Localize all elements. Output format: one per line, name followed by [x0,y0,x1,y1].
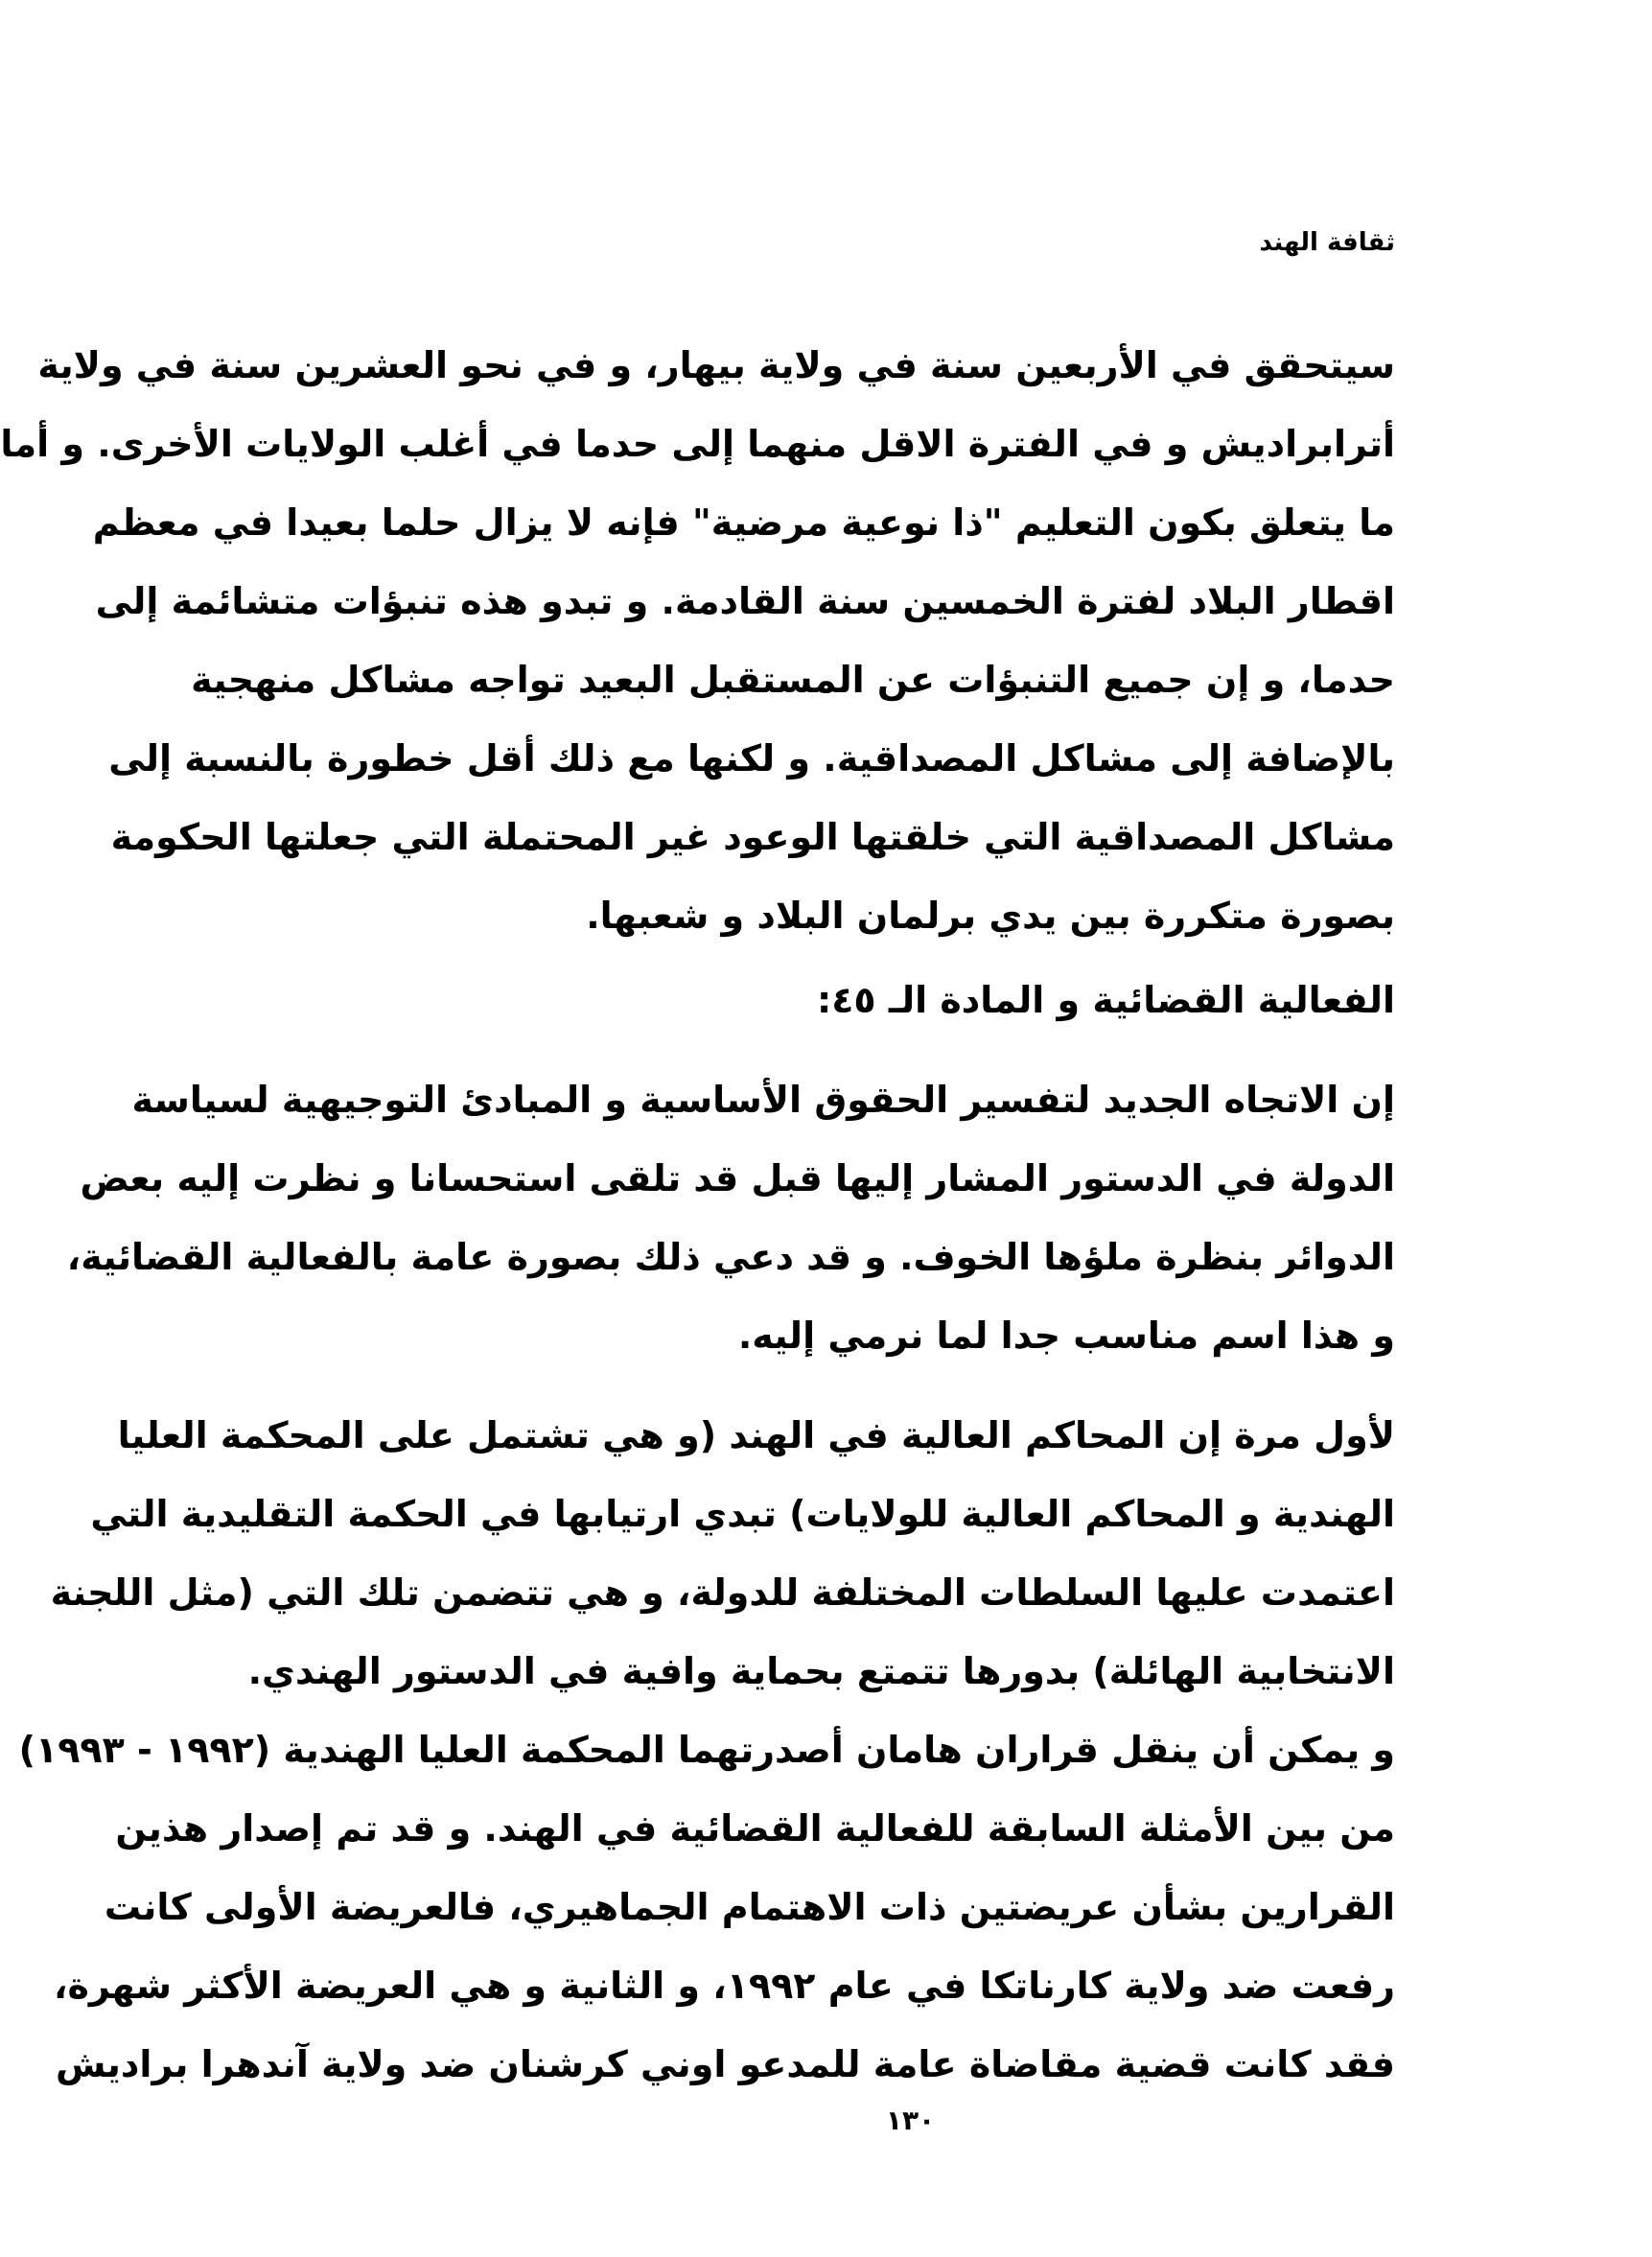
text-line: الهندية و المحاكم العالية للولايات) تبدي ارتيابها في الحكمة التقليدية التي [90,1493,1395,1535]
paragraph-3 [18,1396,1395,2104]
page-content [0,326,1395,2104]
running-header: ثقافة الهند [1259,228,1395,257]
text-line: و هذا اسم مناسب جدا لما نرمي إليه. [737,1315,1395,1357]
text-line: حدما، و إن جميع التنبؤات عن المستقبل البعيد تواجه مشاكل منهجية [191,659,1395,701]
text-line: مشاكل المصداقية التي خلقتها الوعود غير المحتملة التي جعلتها الحكومة [110,816,1395,858]
text-line: الدولة في الدستور المشار إليها قبل قد تلقى استحسانا و نظرت إليه بعض [80,1157,1395,1199]
text-line: من بين الأمثلة السابقة للفعالية القضائية في الهند. و قد تم إصدار هذين [115,1807,1395,1850]
text-line: لأول مرة إن المحاكم العالية في الهند (و هي تشتمل على المحكمة العليا [117,1414,1395,1456]
text-line: فقد كانت قضية مقاضاة عامة للمدعو اوني كرشنان ضد ولاية آندهرا براديش [55,2043,1395,2085]
section-heading: الفعالية القضائية و المادة الـ ٤٥: [817,979,1395,1021]
text-line: اعتمدت عليها السلطات المختلفة للدولة، و هي تتضمن تلك التي (مثل اللجنة [50,1571,1395,1614]
text-line: ما يتعلق بكون التعليم "ذا نوعية مرضية" فإنه لا يزال حلما بعيدا في معظم [92,501,1395,544]
text-line: بصورة متكررة بين يدي برلمان البلاد و شعبها. [586,895,1395,937]
text-line: اقطار البلاد لفترة الخمسين سنة القادمة. و تبدو هذه تنبؤات متشائمة إلى [95,580,1395,622]
text-line: إن الاتجاه الجديد لتفسير الحقوق الأساسية و المبادئ التوجيهية لسياسة [131,1079,1395,1121]
text-line: أترابراديش و في الفترة الاقل منهما إلى حدما في أغلب الولايات الأخرى. و أما [0,423,1395,465]
text-line: رفعت ضد ولاية كارناتكا في عام ١٩٩٢، و الثانية و هي العريضة الأكثر شهرة، [54,1965,1395,2007]
page-number: ١٣٠ [885,2105,936,2136]
paragraph-1 [0,326,1395,955]
paragraph-2 [66,1060,1395,1375]
text-line: و يمكن أن ينقل قراران هامان أصدرتهما المحكمة العليا الهندية (١٩٩٢ - ١٩٩٣) [18,1729,1395,1771]
text-line: الدوائر بنظرة ملؤها الخوف. و قد دعي ذلك بصورة عامة بالفعالية القضائية، [66,1236,1395,1278]
text-line: بالإضافة إلى مشاكل المصداقية. و لكنها مع ذلك أقل خطورة بالنسبة إلى [108,737,1395,779]
text-line: القرارين بشأن عريضتين ذات الاهتمام الجماهيري، فالعريضة الأولى كانت [104,1886,1395,1928]
text-line: سيتحقق في الأربعين سنة في ولاية بيهار، و في نحو العشرين سنة في ولاية [37,344,1395,386]
text-line: الانتخابية الهائلة) بدورها تتمتع بحماية وافية في الدستور الهندي. [247,1650,1395,1692]
